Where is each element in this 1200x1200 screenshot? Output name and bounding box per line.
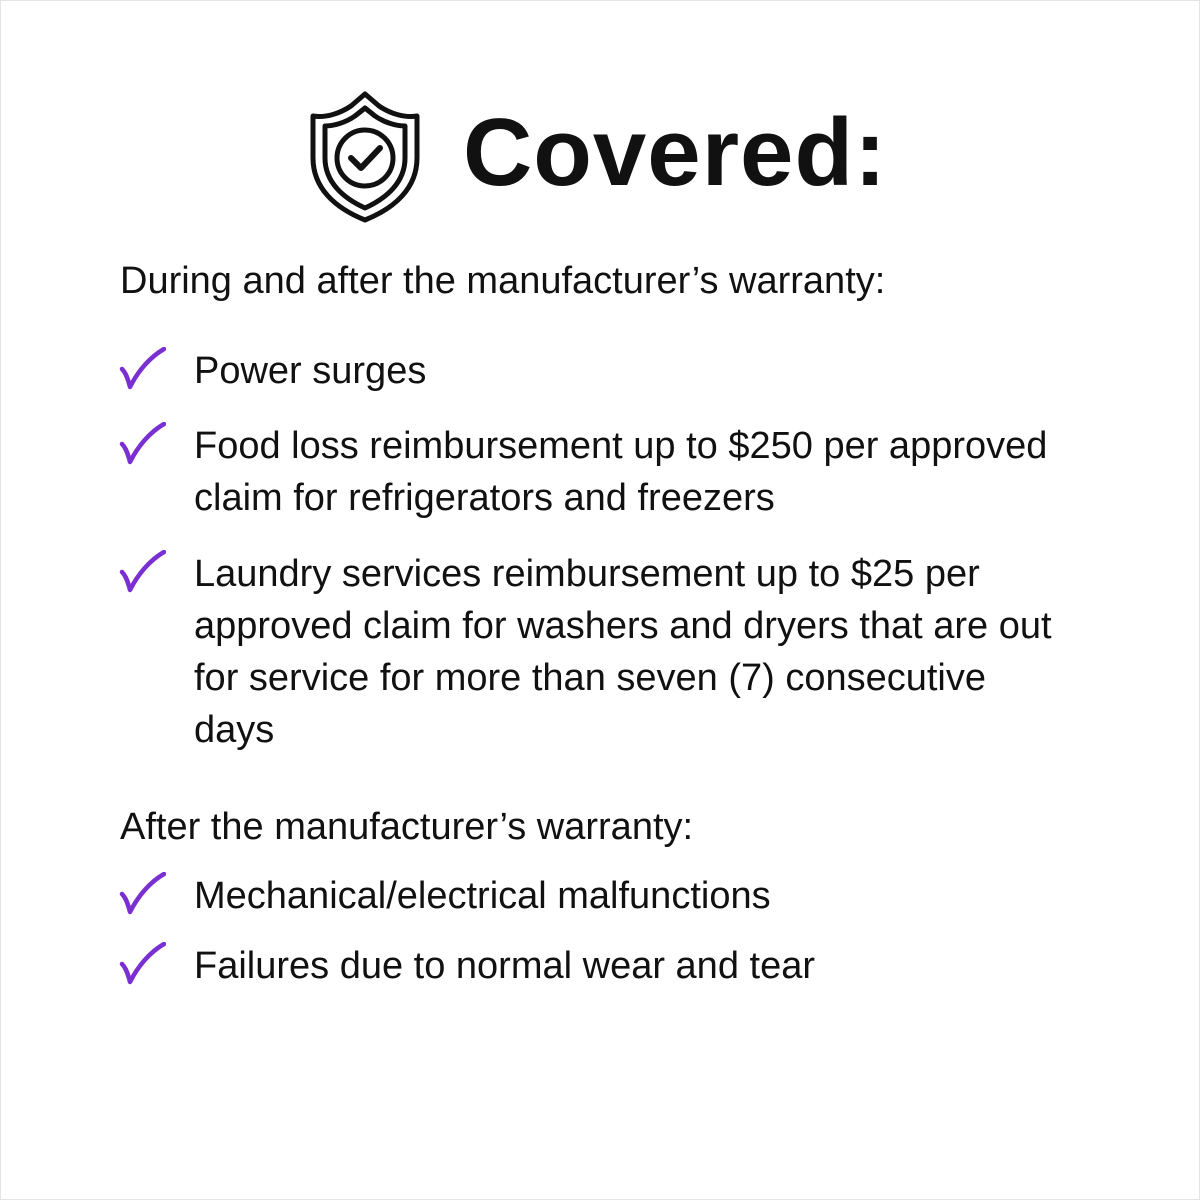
- checkmark-icon: [118, 422, 166, 466]
- section-heading-during-after: During and after the manufacturer’s warranty:: [120, 260, 886, 302]
- list-item-text: Failures due to normal wear and tear: [194, 945, 815, 987]
- page-title: Covered:: [462, 99, 888, 206]
- header: [0, 88, 1200, 224]
- list-item-text: Food loss reimbursement up to $250 per approved claim for refrigerators and freezers: [194, 425, 1048, 519]
- section-heading-after: After the manufacturer’s warranty:: [120, 806, 694, 848]
- shield-check-icon: [305, 88, 425, 224]
- list-item-text: Power surges: [194, 350, 427, 392]
- list-item-text: Mechanical/electrical malfunctions: [194, 875, 771, 917]
- list-item-text: Laundry services reimbursement up to $25 per approved claim for washers and dryers that are out for service for more than seven (7) consecutive days: [194, 553, 1052, 751]
- checkmark-icon: [118, 550, 166, 594]
- checkmark-icon: [118, 872, 166, 916]
- checkmark-icon: [118, 942, 166, 986]
- checkmark-icon: [118, 347, 166, 391]
